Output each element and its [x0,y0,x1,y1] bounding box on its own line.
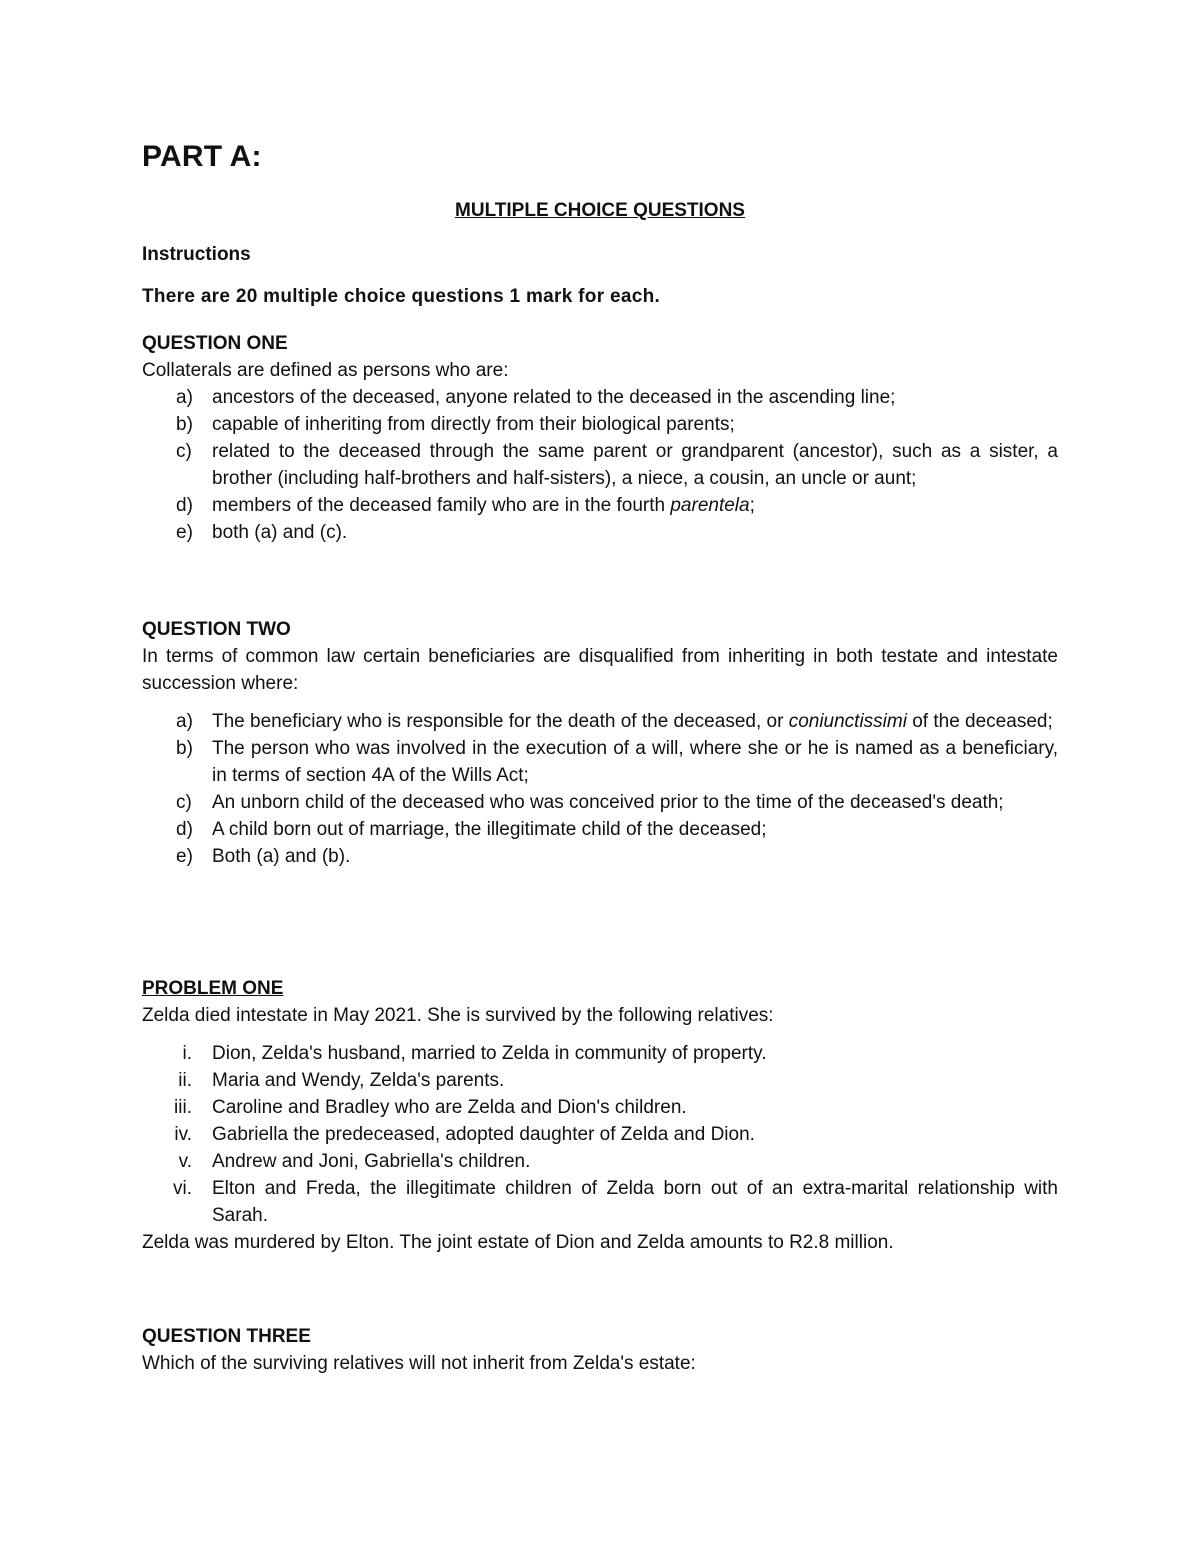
relative-item [142,1121,1058,1148]
instructions-label: Instructions [142,244,251,265]
option-marker: b) [176,414,193,435]
option-marker: d) [176,819,193,840]
problem-one-relatives [142,1040,1058,1229]
relative-item [142,1094,1058,1121]
item-marker: v. [178,1151,192,1172]
option-text: Both (a) and (b). [212,846,351,867]
problem-one [142,975,1058,1256]
question-one-options [142,384,1058,546]
problem-one-heading: PROBLEM ONE [142,978,284,999]
option-text: ancestors of the deceased, anyone related to the deceased in the ascending line; [212,387,896,408]
item-marker: iv. [174,1124,192,1145]
mcq-heading: MULTIPLE CHOICE QUESTIONS [455,200,745,221]
item-marker: i. [182,1043,192,1064]
option-marker: e) [176,522,193,543]
question-two-stem: In terms of common law certain beneficiaries are disqualified from inheriting in both testate and intestate succession where: [142,646,1058,694]
option-marker: a) [176,387,193,408]
item-text: Dion, Zelda's husband, married to Zelda in community of property. [212,1043,767,1064]
option-text-end: ; [749,495,755,516]
option-text-italic: coniunctissimi [788,711,907,732]
problem-one-stem: Zelda died intestate in May 2021. She is survived by the following relatives: [142,1005,774,1026]
option-a [142,384,1058,411]
option-marker: c) [176,441,192,462]
question-one-stem: Collaterals are defined as persons who are: [142,360,509,381]
option-text-italic: parentela [670,495,750,516]
option-c [142,789,1058,816]
part-title: PART A: [142,140,262,173]
option-marker: d) [176,495,193,516]
option-e [142,843,1058,870]
item-text: Gabriella the predeceased, adopted daughter of Zelda and Dion. [212,1124,755,1145]
option-text: capable of inheriting from directly from their biological parents; [212,414,735,435]
option-c [142,438,1058,492]
item-text: Elton and Freda, the illegitimate children of Zelda born out of an extra-marital relationship with Sarah. [212,1178,1058,1226]
option-text: The person who was involved in the execution of a will, where she or he is named as a beneficiary, in terms of section 4A of the Wills Act; [212,738,1058,786]
question-three [142,1323,1058,1377]
item-marker: vi. [173,1178,192,1199]
option-marker: b) [176,738,193,759]
option-text: A child born out of marriage, the illegitimate child of the deceased; [212,819,767,840]
question-three-stem: Which of the surviving relatives will not inherit from Zelda's estate: [142,1353,696,1374]
instructions-text: There are 20 multiple choice questions 1 mark for each. [142,286,661,307]
item-marker: iii. [174,1097,192,1118]
item-text: Caroline and Bradley who are Zelda and Dion's children. [212,1097,687,1118]
question-three-heading: QUESTION THREE [142,1326,311,1347]
option-text: related to the deceased through the same parent or grandparent (ancestor), such as a sister, a brother (including half-brothers and half-sisters), a niece, a cousin, an uncle or aunt; [212,441,1058,489]
question-two-options [142,708,1058,870]
option-marker: a) [176,711,193,732]
relative-item [142,1040,1058,1067]
option-d [142,816,1058,843]
option-b [142,411,1058,438]
option-text: The beneficiary who is responsible for the death of the deceased, or [212,711,789,732]
option-text-end: of the deceased; [906,711,1053,732]
problem-one-closing: Zelda was murdered by Elton. The joint estate of Dion and Zelda amounts to R2.8 million. [142,1232,894,1253]
option-e [142,519,1058,546]
relative-item [142,1067,1058,1094]
option-marker: e) [176,846,193,867]
option-text: members of the deceased family who are in the fourth [212,495,671,516]
relative-item [142,1175,1058,1229]
option-marker: c) [176,792,192,813]
relative-item [142,1148,1058,1175]
question-two-heading: QUESTION TWO [142,619,291,640]
option-b [142,735,1058,789]
item-text: Andrew and Joni, Gabriella's children. [212,1151,531,1172]
question-one [142,330,1058,546]
option-d [142,492,1058,519]
item-marker: ii. [178,1070,192,1091]
question-two [142,616,1058,870]
option-a [142,708,1058,735]
option-text: An unborn child of the deceased who was conceived prior to the time of the deceased's death; [212,792,1004,813]
item-text: Maria and Wendy, Zelda's parents. [212,1070,505,1091]
option-text: both (a) and (c). [212,522,348,543]
question-one-heading: QUESTION ONE [142,333,288,354]
